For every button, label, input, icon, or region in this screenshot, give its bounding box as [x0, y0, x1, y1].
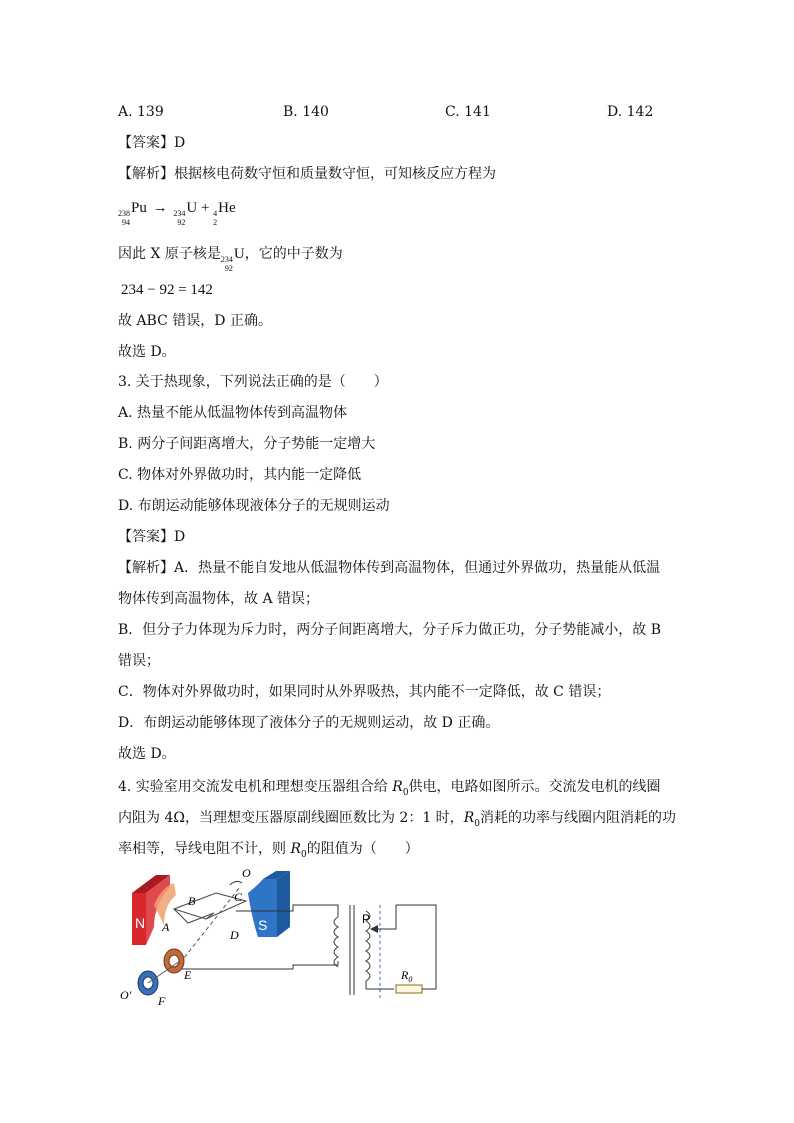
resistor-r0 [396, 985, 422, 993]
nuclide-x: 234 92 U [220, 246, 245, 273]
q3-choose: 故选 D。 [118, 746, 176, 762]
label-n: N [135, 915, 146, 931]
q2-calc: 234 − 92 = 142 [121, 282, 213, 298]
q2-conclusion: 故 ABC 错误，D 正确。 [118, 313, 272, 329]
q3-answer: 【答案】D [118, 529, 186, 545]
generator-transformer-diagram [118, 865, 438, 1015]
label-s: S [258, 917, 268, 933]
q3-analysis-a: 【解析】A．热量不能自发地从低温物体传到高温物体，但通过外界做功，热量能从低温 [118, 560, 661, 576]
label-a: A [162, 920, 170, 934]
label-o-bot: O′ [120, 988, 132, 1002]
q2-answer: 【答案】D [118, 135, 186, 151]
label-f: F [158, 994, 166, 1008]
primary-coil [334, 917, 338, 967]
q2-analysis: 【解析】根据核电荷数守恒和质量数守恒，可知核反应方程为 [118, 166, 496, 182]
q3-analysis-a2: 物体传到高温物体，故 A 错误； [118, 591, 320, 607]
q3-option-d: D. 布朗运动能够体现液体分子的无规则运动 [118, 498, 390, 514]
q3-analysis-b2: 错误； [118, 653, 160, 669]
q4-stem-1: 4. 实验室用交流发电机和理想变压器组合给 $R_0$供电，电路如图所示。交流发电机的线圈 [118, 779, 661, 798]
q3-analysis-b: B．但分子力体现为斥力时，两分子间距离增大，分子斥力做正功，分子势能减小，故 B [118, 622, 662, 638]
nuclide-u: 234 92 U [173, 200, 198, 227]
reaction-arrow: → [152, 200, 168, 216]
q3-option-c: C. 物体对外界做功时，其内能一定降低 [118, 467, 362, 483]
magnet-s [248, 871, 290, 937]
q3-option-a: A. 热量不能从低温物体传到高温物体 [118, 405, 348, 421]
nuclide-pu: 238 94 Pu [118, 200, 147, 227]
q3-stem: 3. 关于热现象，下列说法正确的是（ ） [118, 374, 388, 390]
q3-option-b: B. 两分子间距离增大，分子势能一定增大 [118, 436, 376, 452]
slider-arrow-icon [370, 925, 378, 933]
label-o-top: O [242, 866, 251, 880]
label-r0: $R_0$ [401, 968, 413, 984]
nuclide-he: 4 2 He [213, 200, 236, 227]
label-c: C [234, 890, 243, 904]
option-d: D. 142 [607, 104, 654, 120]
q2-choose: 故选 D。 [118, 344, 176, 360]
q3-analysis-d: D．布朗运动能够体现了液体分子的无规则运动，故 D 正确。 [118, 715, 500, 731]
label-e: E [184, 968, 192, 982]
option-a: A. 139 [118, 104, 164, 120]
option-b: B. 140 [283, 104, 329, 120]
q4-stem-3: 率相等，导线电阻不计，则 $R_0$的阻值为（ ） [118, 841, 419, 860]
q4-stem-2: 内阻为 4Ω，当理想变压器原副线圈匝数比为 2：1 时，$R_0$消耗的功率与线圈内阻消耗的功 [118, 810, 676, 829]
magnet-n [132, 875, 176, 945]
option-c: C. 141 [445, 104, 491, 120]
q3-analysis-c: C．物体对外界做功时，如果同时从外界吸热，其内能不一定降低，故 C 错误； [118, 684, 611, 700]
q2-x-nucleus: 因此 X 原子核是 234 92 U，它的中子数为 [118, 246, 343, 273]
label-b: B [188, 894, 196, 908]
label-p: P [362, 912, 371, 926]
label-d: D [230, 928, 239, 942]
nuclear-equation: 238 94 Pu → 234 92 U + 4 2 He [118, 200, 236, 227]
